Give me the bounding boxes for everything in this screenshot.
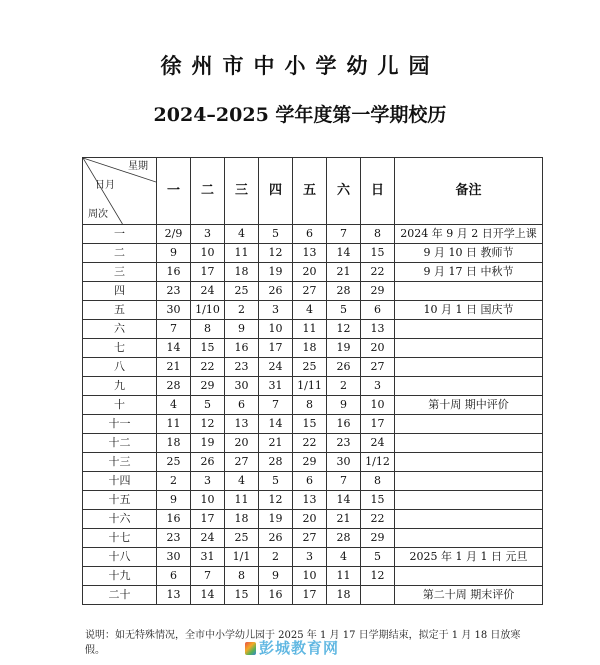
corner-weekday-label: 星期 <box>128 161 148 172</box>
note-cell: 2024 年 9 月 2 日开学上课 <box>395 225 543 244</box>
note-cell <box>395 377 543 396</box>
header-day-mon: 一 <box>157 158 191 225</box>
date-cell: 13 <box>293 491 327 510</box>
date-cell: 12 <box>259 244 293 263</box>
table-row <box>83 415 543 434</box>
date-cell: 30 <box>157 301 191 320</box>
date-cell: 18 <box>293 339 327 358</box>
date-cell: 6 <box>157 567 191 586</box>
table-row <box>83 263 543 282</box>
date-cell: 1/12 <box>361 453 395 472</box>
table-row <box>83 225 543 244</box>
date-cell: 14 <box>327 491 361 510</box>
date-cell: 2 <box>259 548 293 567</box>
date-cell: 26 <box>259 282 293 301</box>
table-row <box>83 548 543 567</box>
table-row <box>83 491 543 510</box>
date-cell: 17 <box>191 263 225 282</box>
date-cell: 3 <box>191 472 225 491</box>
date-cell: 27 <box>361 358 395 377</box>
page-title: 徐州市中小学幼儿园 <box>160 53 440 78</box>
table-row <box>83 358 543 377</box>
date-cell: 2 <box>327 377 361 396</box>
date-cell: 10 <box>191 491 225 510</box>
date-cell: 24 <box>361 434 395 453</box>
date-cell: 31 <box>191 548 225 567</box>
date-cell: 29 <box>361 529 395 548</box>
week-number-cell: 十八 <box>83 548 157 567</box>
date-cell: 16 <box>157 510 191 529</box>
school-calendar-table <box>82 157 543 605</box>
date-cell: 8 <box>293 396 327 415</box>
date-cell: 9 <box>157 491 191 510</box>
date-cell: 5 <box>259 225 293 244</box>
watermark <box>245 637 339 658</box>
week-number-cell: 一 <box>83 225 157 244</box>
date-cell: 26 <box>191 453 225 472</box>
date-cell: 12 <box>259 491 293 510</box>
date-cell: 21 <box>327 510 361 529</box>
note-cell <box>395 529 543 548</box>
table-row <box>83 472 543 491</box>
corner-header-cell <box>83 158 157 225</box>
date-cell: 15 <box>361 491 395 510</box>
week-number-cell: 十七 <box>83 529 157 548</box>
date-cell: 14 <box>191 586 225 605</box>
date-cell: 23 <box>225 358 259 377</box>
date-cell: 20 <box>361 339 395 358</box>
date-cell: 5 <box>259 472 293 491</box>
header-day-wed: 三 <box>225 158 259 225</box>
date-cell: 11 <box>225 244 259 263</box>
date-cell: 17 <box>361 415 395 434</box>
note-cell: 第十周 期中评价 <box>395 396 543 415</box>
note-cell <box>395 491 543 510</box>
date-cell: 20 <box>293 510 327 529</box>
date-cell: 11 <box>225 491 259 510</box>
date-cell: 27 <box>225 453 259 472</box>
date-cell: 29 <box>293 453 327 472</box>
date-cell: 18 <box>225 263 259 282</box>
note-cell: 10 月 1 日 国庆节 <box>395 301 543 320</box>
date-cell: 13 <box>157 586 191 605</box>
date-cell: 1/11 <box>293 377 327 396</box>
date-cell: 2 <box>157 472 191 491</box>
date-cell: 17 <box>259 339 293 358</box>
date-cell: 10 <box>259 320 293 339</box>
date-cell <box>361 586 395 605</box>
date-cell: 25 <box>225 282 259 301</box>
calendar-body <box>83 225 543 605</box>
week-number-cell: 九 <box>83 377 157 396</box>
date-cell: 8 <box>225 567 259 586</box>
table-header-row <box>83 158 543 225</box>
date-cell: 21 <box>327 263 361 282</box>
date-cell: 9 <box>157 244 191 263</box>
date-cell: 15 <box>225 586 259 605</box>
header-day-sat: 六 <box>327 158 361 225</box>
date-cell: 6 <box>293 225 327 244</box>
page-subtitle: 2024–2025 学年度第一学期校历 <box>153 104 447 126</box>
header-day-fri: 五 <box>293 158 327 225</box>
date-cell: 18 <box>327 586 361 605</box>
week-number-cell: 七 <box>83 339 157 358</box>
date-cell: 25 <box>293 358 327 377</box>
table-row <box>83 301 543 320</box>
date-cell: 27 <box>293 529 327 548</box>
week-number-cell: 十九 <box>83 567 157 586</box>
table-row <box>83 434 543 453</box>
date-cell: 2/9 <box>157 225 191 244</box>
date-cell: 1/10 <box>191 301 225 320</box>
date-cell: 25 <box>225 529 259 548</box>
date-cell: 13 <box>225 415 259 434</box>
header-day-tue: 二 <box>191 158 225 225</box>
date-cell: 10 <box>191 244 225 263</box>
table-row <box>83 244 543 263</box>
header-notes: 备注 <box>395 158 543 225</box>
week-number-cell: 二 <box>83 244 157 263</box>
week-number-cell: 十五 <box>83 491 157 510</box>
week-number-cell: 二十 <box>83 586 157 605</box>
date-cell: 1/1 <box>225 548 259 567</box>
table-row <box>83 586 543 605</box>
date-cell: 19 <box>259 510 293 529</box>
date-cell: 30 <box>225 377 259 396</box>
note-cell <box>395 434 543 453</box>
date-cell: 14 <box>259 415 293 434</box>
date-cell: 26 <box>259 529 293 548</box>
date-cell: 14 <box>157 339 191 358</box>
date-cell: 11 <box>293 320 327 339</box>
date-cell: 20 <box>225 434 259 453</box>
date-cell: 17 <box>191 510 225 529</box>
note-cell <box>395 415 543 434</box>
date-cell: 22 <box>361 510 395 529</box>
date-cell: 7 <box>191 567 225 586</box>
week-number-cell: 三 <box>83 263 157 282</box>
footnote: 说明：如无特殊情况，全市中小学幼儿园于 2025 年 1 月 17 日学期结束，拟定于 1 月 18 日放寒假。 <box>85 630 521 656</box>
table-row <box>83 320 543 339</box>
watermark-text: 彭城教育网 <box>259 639 340 657</box>
week-number-cell: 十一 <box>83 415 157 434</box>
date-cell: 12 <box>327 320 361 339</box>
date-cell: 19 <box>327 339 361 358</box>
date-cell: 20 <box>293 263 327 282</box>
note-cell: 9 月 17 日 中秋节 <box>395 263 543 282</box>
date-cell: 23 <box>157 529 191 548</box>
date-cell: 2 <box>225 301 259 320</box>
date-cell: 9 <box>327 396 361 415</box>
date-cell: 10 <box>361 396 395 415</box>
date-cell: 4 <box>225 225 259 244</box>
date-cell: 11 <box>327 567 361 586</box>
header-day-thu: 四 <box>259 158 293 225</box>
week-number-cell: 四 <box>83 282 157 301</box>
date-cell: 16 <box>259 586 293 605</box>
corner-month-label: 日月 <box>95 180 115 191</box>
date-cell: 22 <box>361 263 395 282</box>
date-cell: 22 <box>191 358 225 377</box>
table-row <box>83 282 543 301</box>
date-cell: 16 <box>157 263 191 282</box>
date-cell: 30 <box>157 548 191 567</box>
date-cell: 15 <box>361 244 395 263</box>
note-cell <box>395 567 543 586</box>
date-cell: 12 <box>191 415 225 434</box>
date-cell: 18 <box>225 510 259 529</box>
table-row <box>83 567 543 586</box>
date-cell: 24 <box>191 529 225 548</box>
date-cell: 21 <box>157 358 191 377</box>
date-cell: 3 <box>259 301 293 320</box>
date-cell: 12 <box>361 567 395 586</box>
date-cell: 7 <box>157 320 191 339</box>
date-cell: 13 <box>293 244 327 263</box>
date-cell: 19 <box>191 434 225 453</box>
week-number-cell: 十三 <box>83 453 157 472</box>
header-day-sun: 日 <box>361 158 395 225</box>
week-number-cell: 十四 <box>83 472 157 491</box>
date-cell: 19 <box>259 263 293 282</box>
date-cell: 6 <box>225 396 259 415</box>
date-cell: 28 <box>157 377 191 396</box>
note-cell <box>395 282 543 301</box>
date-cell: 30 <box>327 453 361 472</box>
date-cell: 28 <box>327 529 361 548</box>
date-cell: 16 <box>225 339 259 358</box>
date-cell: 23 <box>157 282 191 301</box>
date-cell: 5 <box>327 301 361 320</box>
week-number-cell: 十二 <box>83 434 157 453</box>
note-cell: 2025 年 1 月 1 日 元旦 <box>395 548 543 567</box>
date-cell: 9 <box>225 320 259 339</box>
date-cell: 8 <box>361 472 395 491</box>
date-cell: 7 <box>327 472 361 491</box>
date-cell: 5 <box>191 396 225 415</box>
date-cell: 5 <box>361 548 395 567</box>
date-cell: 24 <box>191 282 225 301</box>
date-cell: 17 <box>293 586 327 605</box>
date-cell: 4 <box>293 301 327 320</box>
date-cell: 3 <box>191 225 225 244</box>
date-cell: 4 <box>327 548 361 567</box>
date-cell: 6 <box>293 472 327 491</box>
note-cell <box>395 358 543 377</box>
note-cell <box>395 339 543 358</box>
date-cell: 26 <box>327 358 361 377</box>
date-cell: 6 <box>361 301 395 320</box>
watermark-logo-icon <box>245 642 256 655</box>
week-number-cell: 十 <box>83 396 157 415</box>
date-cell: 3 <box>361 377 395 396</box>
date-cell: 25 <box>157 453 191 472</box>
date-cell: 31 <box>259 377 293 396</box>
date-cell: 4 <box>157 396 191 415</box>
week-number-cell: 八 <box>83 358 157 377</box>
table-row <box>83 453 543 472</box>
date-cell: 11 <box>157 415 191 434</box>
date-cell: 22 <box>293 434 327 453</box>
note-cell <box>395 453 543 472</box>
week-number-cell: 五 <box>83 301 157 320</box>
date-cell: 9 <box>259 567 293 586</box>
table-row <box>83 339 543 358</box>
date-cell: 27 <box>293 282 327 301</box>
note-cell <box>395 472 543 491</box>
date-cell: 3 <box>293 548 327 567</box>
note-cell: 第二十周 期末评价 <box>395 586 543 605</box>
table-row <box>83 510 543 529</box>
date-cell: 4 <box>225 472 259 491</box>
date-cell: 8 <box>191 320 225 339</box>
date-cell: 10 <box>293 567 327 586</box>
date-cell: 13 <box>361 320 395 339</box>
date-cell: 8 <box>361 225 395 244</box>
date-cell: 15 <box>191 339 225 358</box>
date-cell: 29 <box>191 377 225 396</box>
corner-week-label: 周次 <box>88 209 108 220</box>
week-number-cell: 六 <box>83 320 157 339</box>
date-cell: 21 <box>259 434 293 453</box>
date-cell: 23 <box>327 434 361 453</box>
week-number-cell: 十六 <box>83 510 157 529</box>
date-cell: 24 <box>259 358 293 377</box>
table-row <box>83 529 543 548</box>
note-cell <box>395 320 543 339</box>
note-cell: 9 月 10 日 教师节 <box>395 244 543 263</box>
date-cell: 28 <box>259 453 293 472</box>
date-cell: 29 <box>361 282 395 301</box>
date-cell: 15 <box>293 415 327 434</box>
date-cell: 18 <box>157 434 191 453</box>
date-cell: 16 <box>327 415 361 434</box>
date-cell: 28 <box>327 282 361 301</box>
table-row <box>83 396 543 415</box>
note-cell <box>395 510 543 529</box>
date-cell: 7 <box>259 396 293 415</box>
table-row <box>83 377 543 396</box>
date-cell: 14 <box>327 244 361 263</box>
date-cell: 7 <box>327 225 361 244</box>
